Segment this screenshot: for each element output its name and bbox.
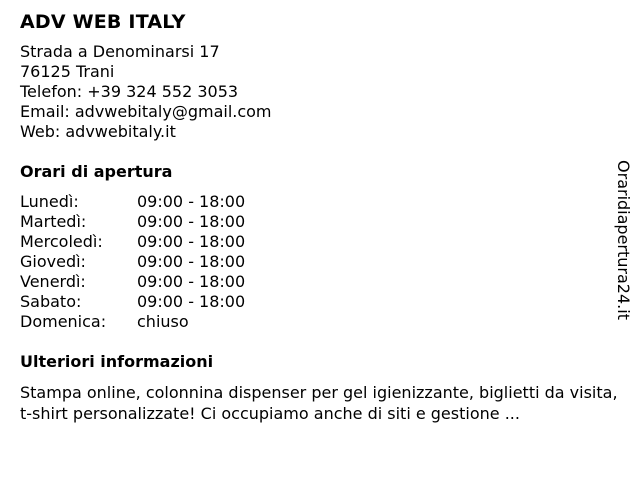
hours-value: 09:00 - 18:00 <box>137 292 246 311</box>
email-line: Email: advwebitaly@gmail.com <box>20 102 272 121</box>
hours-row-monday <box>20 192 620 212</box>
more-info-title: Ulteriori informazioni <box>20 352 214 371</box>
hours-value: 09:00 - 18:00 <box>137 232 246 251</box>
address-street: Strada a Denominarsi 17 <box>20 42 220 61</box>
more-info-text: Stampa online, colonnina dispenser per gel igienizzante, biglietti da visita, t-shirt personalizzate! Ci occupiamo anche di siti e gestione ... <box>20 383 618 423</box>
hours-row-saturday <box>20 292 620 312</box>
web-line: Web: advwebitaly.it <box>20 122 176 141</box>
day-label: Giovedì: <box>20 252 86 271</box>
hours-row-thursday <box>20 252 620 272</box>
hours-row-wednesday <box>20 232 620 252</box>
day-label: Lunedì: <box>20 192 79 211</box>
day-label: Domenica: <box>20 312 107 331</box>
hours-value: 09:00 - 18:00 <box>137 192 246 211</box>
hours-value: 09:00 - 18:00 <box>137 212 246 231</box>
hours-row-sunday <box>20 312 620 332</box>
hours-value: 09:00 - 18:00 <box>137 272 246 291</box>
opening-hours-table <box>20 192 620 332</box>
opening-hours-title: Orari di apertura <box>20 162 173 181</box>
side-brand-text: Oraridiapertura24.it <box>614 160 633 320</box>
hours-value: 09:00 - 18:00 <box>137 252 246 271</box>
day-label: Martedì: <box>20 212 87 231</box>
hours-row-tuesday <box>20 212 620 232</box>
address-city: 76125 Trani <box>20 62 115 81</box>
day-label: Mercoledì: <box>20 232 103 251</box>
business-name: ADV WEB ITALY <box>20 11 186 33</box>
day-label: Sabato: <box>20 292 82 311</box>
hours-value: chiuso <box>137 312 189 331</box>
hours-row-friday <box>20 272 620 292</box>
phone-line: Telefon: +39 324 552 3053 <box>20 82 239 101</box>
day-label: Venerdì: <box>20 272 86 291</box>
business-card <box>20 10 620 424</box>
